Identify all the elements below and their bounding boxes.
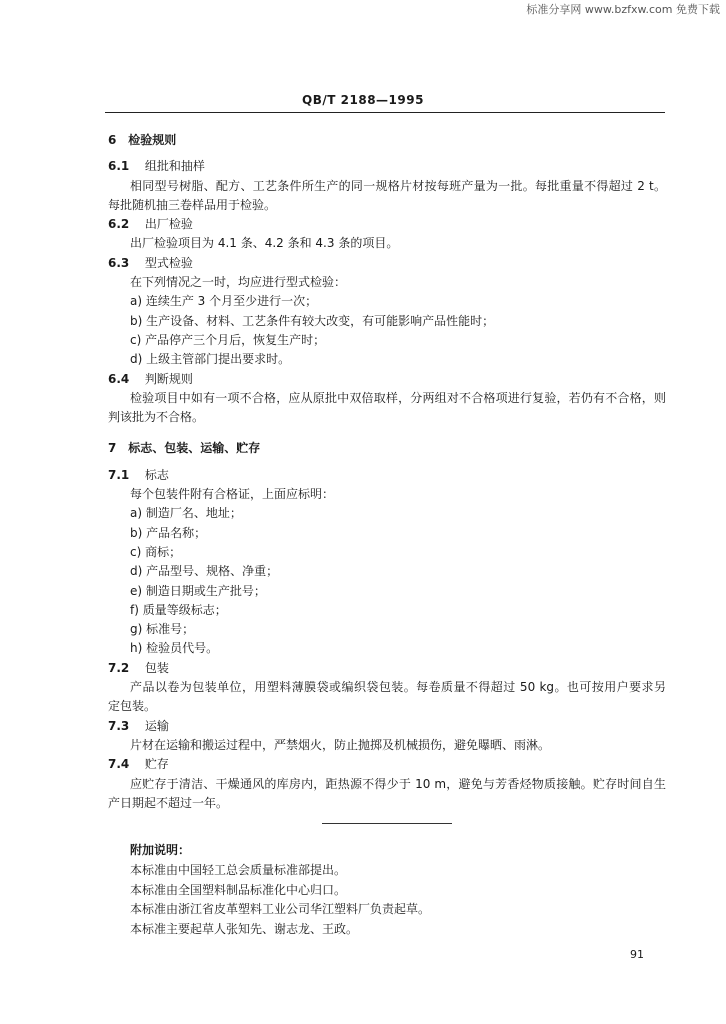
section-title: 标志、包装、运输、贮存 xyxy=(128,441,261,456)
subsection-6-4-heading xyxy=(108,370,666,389)
paragraph-line: 产日期起不超过一年。 xyxy=(108,795,229,810)
subsection-title: 包装 xyxy=(144,660,169,675)
note-line: 本标准由全国塑料制品标准化中心归口。 xyxy=(130,882,347,897)
paragraph-line: 产品以卷为包装单位，用塑料薄膜袋或编织袋包装。每卷质量不得超过 50 kg。也可按用户要求另 xyxy=(130,680,666,695)
subsection-6-3-heading xyxy=(108,254,666,273)
end-divider xyxy=(322,823,452,824)
subsection-number: 7.3 xyxy=(108,718,130,733)
paragraph-line: 相同型号树脂、配方、工艺条件所生产的同一规格片材按每班产量为一批。每批重量不得超过 2 t。 xyxy=(130,178,666,193)
list-item: c) 产品停产三个月后，恢复生产时； xyxy=(130,332,326,347)
subsection-title: 运输 xyxy=(144,718,169,733)
subsection-7-4-heading xyxy=(108,755,666,774)
list-item: f) 质量等级标志； xyxy=(130,602,227,617)
list-item: g) 标准号； xyxy=(130,622,195,637)
section-6-heading xyxy=(108,131,666,150)
subsection-title: 贮存 xyxy=(144,757,169,772)
list-item: c) 商标； xyxy=(130,544,182,559)
subsection-6-2-heading xyxy=(108,215,666,234)
standard-code: QB/T 2188—1995 xyxy=(302,93,424,107)
list-item: e) 制造日期或生产批号； xyxy=(130,583,266,598)
paragraph-line: 片材在运输和搬运过程中，严禁烟火，防止抛掷及机械损伤，避免曝晒、雨淋。 xyxy=(130,737,551,752)
subsection-number: 6.2 xyxy=(108,217,130,232)
list-item: b) 产品名称； xyxy=(130,525,207,540)
subsection-number: 7.4 xyxy=(108,757,130,772)
subsection-title: 标志 xyxy=(144,467,169,482)
subsection-number: 6.1 xyxy=(108,159,130,174)
paragraph-line: 定包装。 xyxy=(108,699,157,714)
document-body xyxy=(108,131,666,813)
subsection-title: 组批和抽样 xyxy=(144,159,205,174)
subsection-7-1-heading xyxy=(108,466,666,485)
note-line: 本标准主要起草人张知先、谢志龙、王政。 xyxy=(130,922,359,937)
list-item: h) 检验员代号。 xyxy=(130,641,219,656)
subsection-title: 型式检验 xyxy=(144,255,193,270)
subsection-7-3-heading xyxy=(108,717,666,736)
subsection-number: 7.1 xyxy=(108,467,130,482)
list-item: a) 制造厂名、地址； xyxy=(130,506,242,521)
paragraph-line: 应贮存于清洁、干燥通风的库房内，距热源不得少于 10 m，避免与芳香烃物质接触。贮存时间自生 xyxy=(130,776,666,791)
paragraph-line: 每批随机抽三卷样品用于检验。 xyxy=(108,197,277,212)
subsection-6-1-heading xyxy=(108,157,666,176)
list-item: a) 连续生产 3 个月至少进行一次； xyxy=(130,294,318,309)
subsection-title: 出厂检验 xyxy=(144,217,193,232)
paragraph-line: 每个包装件附有合格证，上面应标明： xyxy=(130,487,335,502)
subsection-number: 6.3 xyxy=(108,255,130,270)
notes-title: 附加说明： xyxy=(130,843,191,857)
list-item: d) 上级主管部门提出要求时。 xyxy=(130,352,291,367)
note-line: 本标准由中国轻工总会质量标准部提出。 xyxy=(130,862,347,877)
list-item: b) 生产设备、材料、工艺条件有较大改变，有可能影响产品性能时； xyxy=(130,313,495,328)
subsection-number: 7.2 xyxy=(108,660,130,675)
section-title: 检验规则 xyxy=(128,133,177,147)
subsection-7-2-heading xyxy=(108,659,666,678)
note-line: 本标准由浙江省皮革塑料工业公司华江塑料厂负责起草。 xyxy=(130,902,431,917)
paragraph-line: 在下列情况之一时，均应进行型式检验： xyxy=(130,275,347,290)
paragraph-line: 检验项目中如有一项不合格，应从原批中双倍取样，分两组对不合格项进行复验，若仍有不合格，则 xyxy=(130,390,666,405)
watermark: 标准分享网 www.bzfxw.com 免费下载 xyxy=(526,3,720,16)
header-rule xyxy=(105,112,665,113)
subsection-title: 判断规则 xyxy=(144,371,193,386)
page-number: 91 xyxy=(630,948,644,961)
section-7-heading xyxy=(108,439,666,458)
paragraph-line: 判该批为不合格。 xyxy=(108,410,205,425)
additional-notes xyxy=(108,841,666,940)
subsection-number: 6.4 xyxy=(108,371,130,386)
section-number: 6 xyxy=(108,133,117,147)
list-item: d) 产品型号、规格、净重； xyxy=(130,564,279,579)
paragraph-line: 出厂检验项目为 4.1 条、4.2 条和 4.3 条的项目。 xyxy=(130,236,399,251)
section-number: 7 xyxy=(108,441,117,456)
